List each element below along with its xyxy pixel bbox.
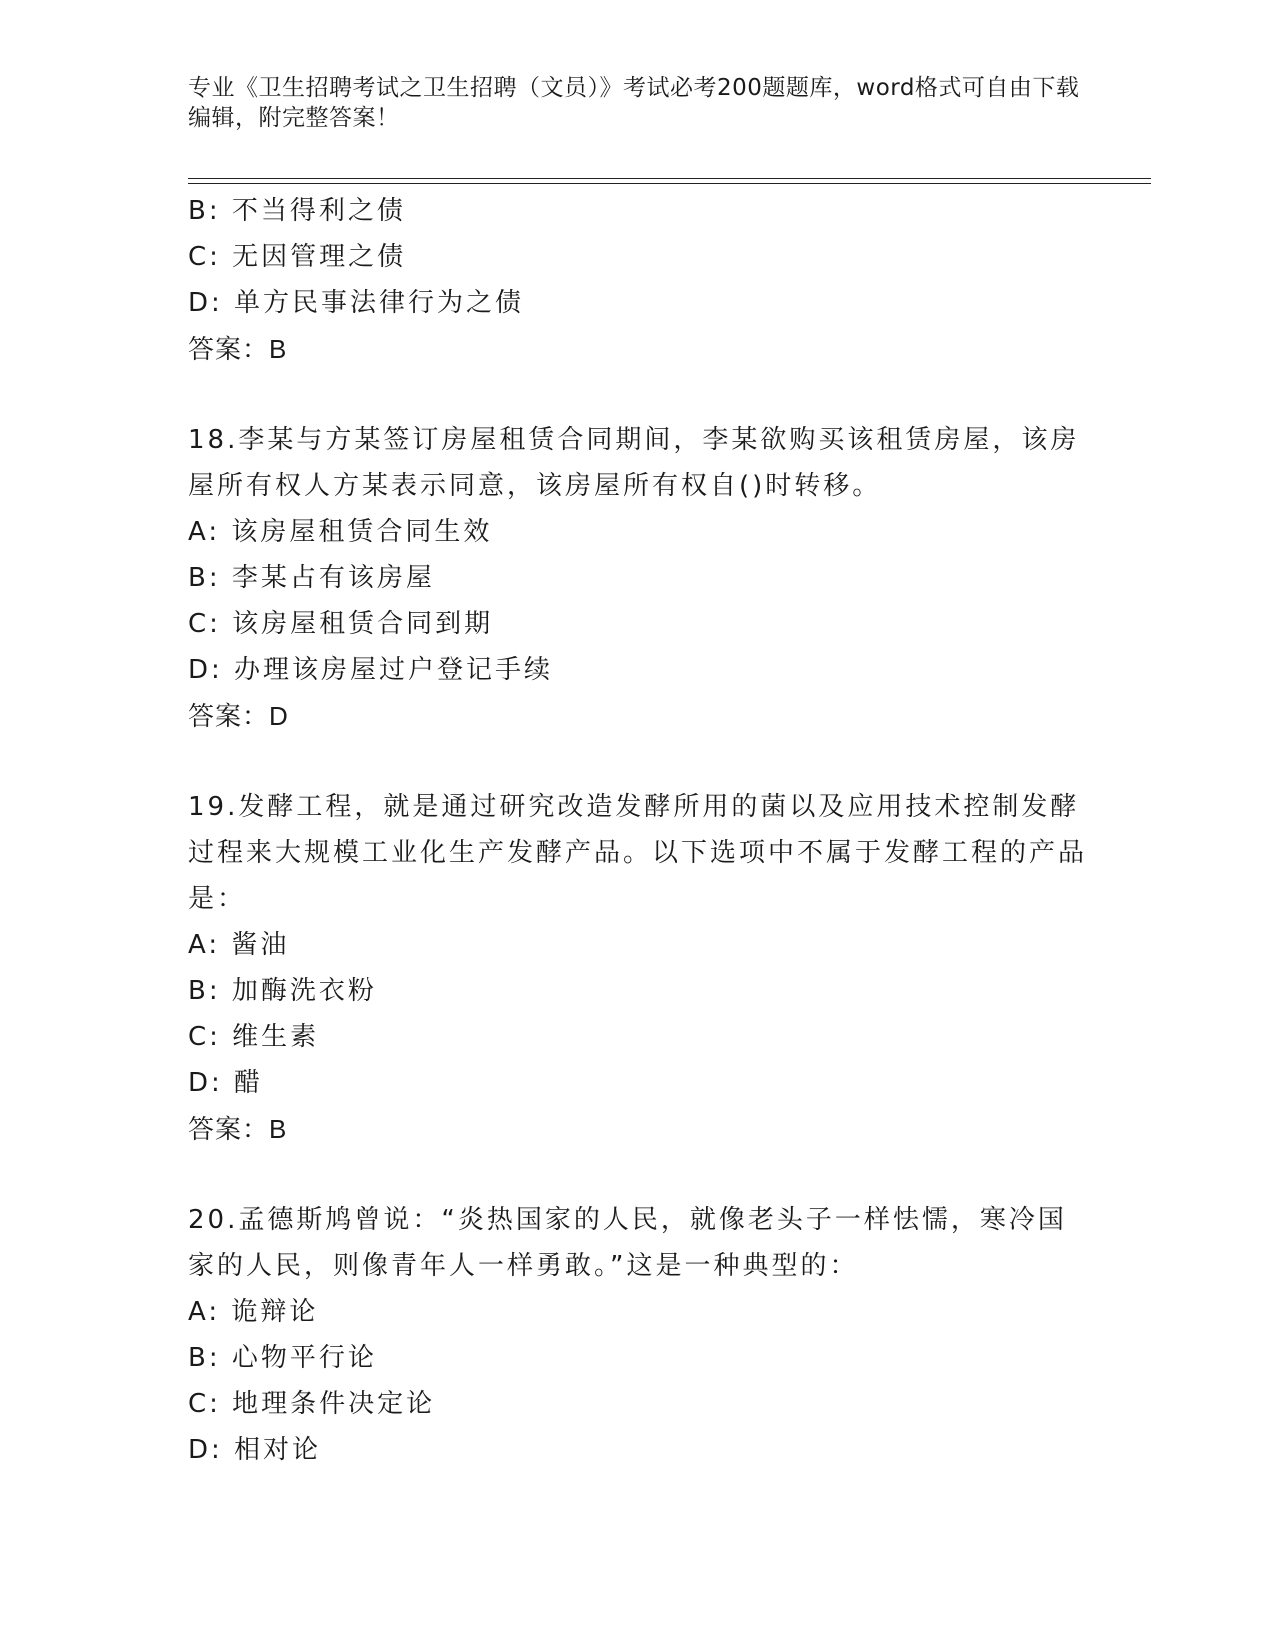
question-stem: 18.李某与方某签订房屋租赁合同期间，李某欲购买该租赁房屋，该房屋所有权人方某表示同意，该房屋所有权自()时转移。 (188, 425, 1080, 501)
document-header: 专业《卫生招聘考试之卫生招聘（文员）》考试必考200题题库，word格式可自由下载编辑，附完整答案！ (188, 75, 1080, 131)
option-c: C: 维生素 (188, 1022, 320, 1052)
option-a: A: 诡辩论 (188, 1297, 319, 1327)
question-list (188, 188, 1088, 1473)
option-b: B: 心物平行论 (188, 1343, 377, 1373)
option-a: A: 该房屋租赁合同生效 (188, 517, 493, 547)
header-divider-top (188, 178, 1151, 179)
question-18 (188, 417, 1088, 739)
answer-label: 答案：D (188, 701, 289, 731)
question-19 (188, 784, 1088, 1152)
option-d: D: 办理该房屋过户登记手续 (188, 655, 554, 685)
option-d: D: 相对论 (188, 1435, 322, 1465)
question-20 (188, 1197, 1088, 1473)
question-stem: 20.孟德斯鸠曾说：“炎热国家的人民，就像老头子一样怯懦，寒冷国家的人民，则像青年人一样勇敢。”这是一种典型的： (188, 1205, 1067, 1281)
option-c: C: 地理条件决定论 (188, 1389, 436, 1419)
option-d: D: 单方民事法律行为之债 (188, 288, 525, 318)
option-a: A: 酱油 (188, 930, 290, 960)
option-c: C: 该房屋租赁合同到期 (188, 609, 494, 639)
option-d: D: 醋 (188, 1068, 264, 1098)
option-b: B: 加酶洗衣粉 (188, 976, 377, 1006)
option-c: C: 无因管理之债 (188, 242, 407, 272)
option-b: B: 李某占有该房屋 (188, 563, 435, 593)
answer-label: 答案：B (188, 1114, 288, 1144)
question-17-continuation (188, 188, 1088, 372)
header-divider-bottom (188, 183, 1151, 184)
option-b: B: 不当得利之债 (188, 196, 406, 226)
answer-label: 答案：B (188, 334, 288, 364)
question-stem: 19.发酵工程，就是通过研究改造发酵所用的菌以及应用技术控制发酵过程来大规模工业化生产发酵产品。以下选项中不属于发酵工程的产品是： (188, 792, 1088, 914)
